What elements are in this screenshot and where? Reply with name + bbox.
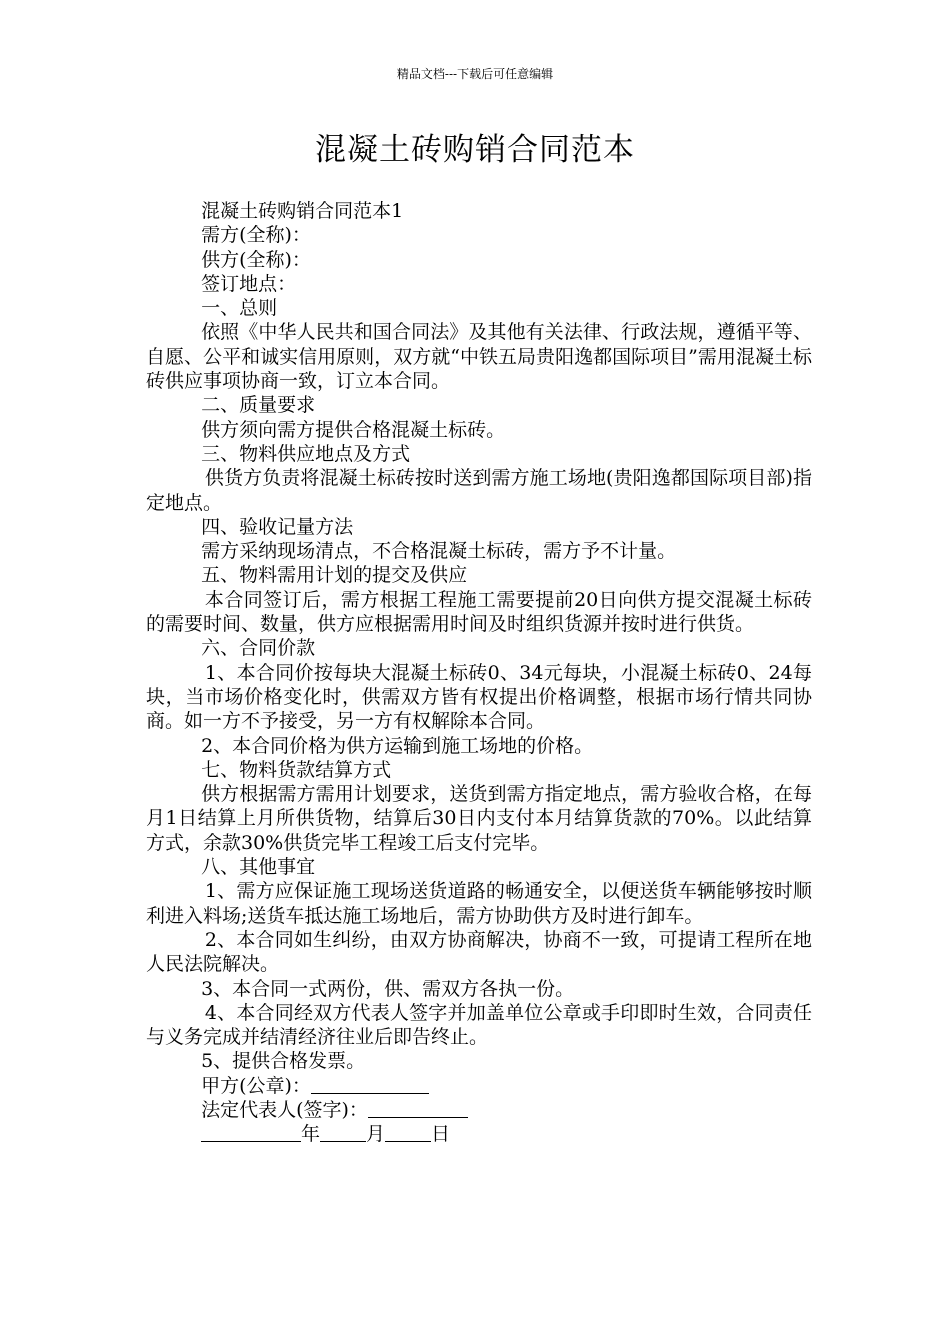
sign-place-line: 签订地点： xyxy=(201,272,297,295)
day-label: 日 xyxy=(431,1123,451,1146)
section-paragraph: 供货方负责将混凝土标砖按时送到需方施工场地(贵阳逸都国际项目部)指定地点。 xyxy=(146,467,812,514)
section-paragraph: 供方须向需方提供合格混凝土标砖。 xyxy=(201,418,506,441)
section-paragraph: 需方采纳现场清点，不合格混凝土标砖，需方予不计量。 xyxy=(201,540,677,563)
month-blank xyxy=(320,1123,366,1142)
section-heading: 二、质量要求 xyxy=(201,394,316,417)
year-label: 年 xyxy=(301,1123,321,1146)
legal-rep-label: 法定代表人(签字)： xyxy=(201,1098,368,1121)
section-heading: 四、验收记量方法 xyxy=(201,515,354,538)
day-blank xyxy=(385,1123,431,1142)
document-body xyxy=(146,199,812,1147)
section-heading: 五、物料需用计划的提交及供应 xyxy=(201,564,468,587)
section-paragraph: 供方根据需方需用计划要求，送货到需方指定地点，需方验收合格，在每月1日结算上月所供货物，结算后30日内支付本月结算货款的70%。以此结算方式，余款30%供货完毕工程竣工后支付完毕。 xyxy=(146,783,812,854)
date-line xyxy=(146,1122,812,1146)
seal-blank xyxy=(311,1075,429,1094)
section-paragraph: 3、本合同一式两份，供、需双方各执一份。 xyxy=(201,977,575,1000)
demand-party-line: 需方(全称)： xyxy=(201,224,311,247)
party-a-seal-label: 甲方(公章)： xyxy=(201,1074,311,1097)
subtitle: 混凝土砖购销合同范本1 xyxy=(201,200,404,222)
party-a-seal-line xyxy=(146,1074,812,1098)
signature-blank xyxy=(368,1099,468,1118)
section-heading: 八、其他事宜 xyxy=(201,856,316,879)
section-paragraph: 5、提供合格发票。 xyxy=(201,1050,366,1073)
year-blank xyxy=(201,1123,301,1142)
section-paragraph: 依照《中华人民共和国合同法》及其他有关法律、行政法规，遵循平等、自愿、公平和诚实信用原则，双方就“中铁五局贵阳逸都国际项目”需用混凝土标砖供应事项协商一致，订立本合同。 xyxy=(146,321,812,393)
section-paragraph: 2、本合同价格为供方运输到施工场地的价格。 xyxy=(201,734,594,757)
section-paragraph: 1、需方应保证施工现场送货道路的畅通安全，以便送货车辆能够按时顺利进入料场;送货车抵达施工场地后，需方协助供方及时进行卸车。 xyxy=(146,880,812,927)
section-heading: 七、物料货款结算方式 xyxy=(201,758,392,781)
section-paragraph: 4、本合同经双方代表人签字并加盖单位公章或手印即时生效，合同责任与义务完成并结清经济往业后即告终止。 xyxy=(146,1001,812,1049)
document-title: 混凝土砖购销合同范本 xyxy=(315,132,635,168)
section-paragraph: 本合同签订后，需方根据工程施工需要提前20日向供方提交混凝土标砖的需要时间、数量，供方应根据需用时间及时组织货源并按时进行供货。 xyxy=(146,588,812,636)
section-paragraph: 1、本合同价按每块大混凝土标砖0、34元每块，小混凝土标砖0、24每块，当市场价格变化时，供需双方皆有权提出价格调整，根据市场行情共同协商。如一方不予接受，另一方有权解除本合同。 xyxy=(146,661,812,733)
month-label: 月 xyxy=(366,1123,386,1146)
section-heading: 一、总则 xyxy=(201,297,278,320)
supply-party-line: 供方(全称)： xyxy=(201,248,311,271)
header-note: 精品文档---下载后可任意编辑 xyxy=(396,67,554,81)
section-heading: 六、合同价款 xyxy=(201,637,316,660)
section-paragraph: 2、本合同如生纠纷，由双方协商解决，协商不一致，可提请工程所在地人民法院解决。 xyxy=(146,928,812,976)
legal-rep-line xyxy=(146,1098,812,1122)
section-heading: 三、物料供应地点及方式 xyxy=(201,442,411,465)
